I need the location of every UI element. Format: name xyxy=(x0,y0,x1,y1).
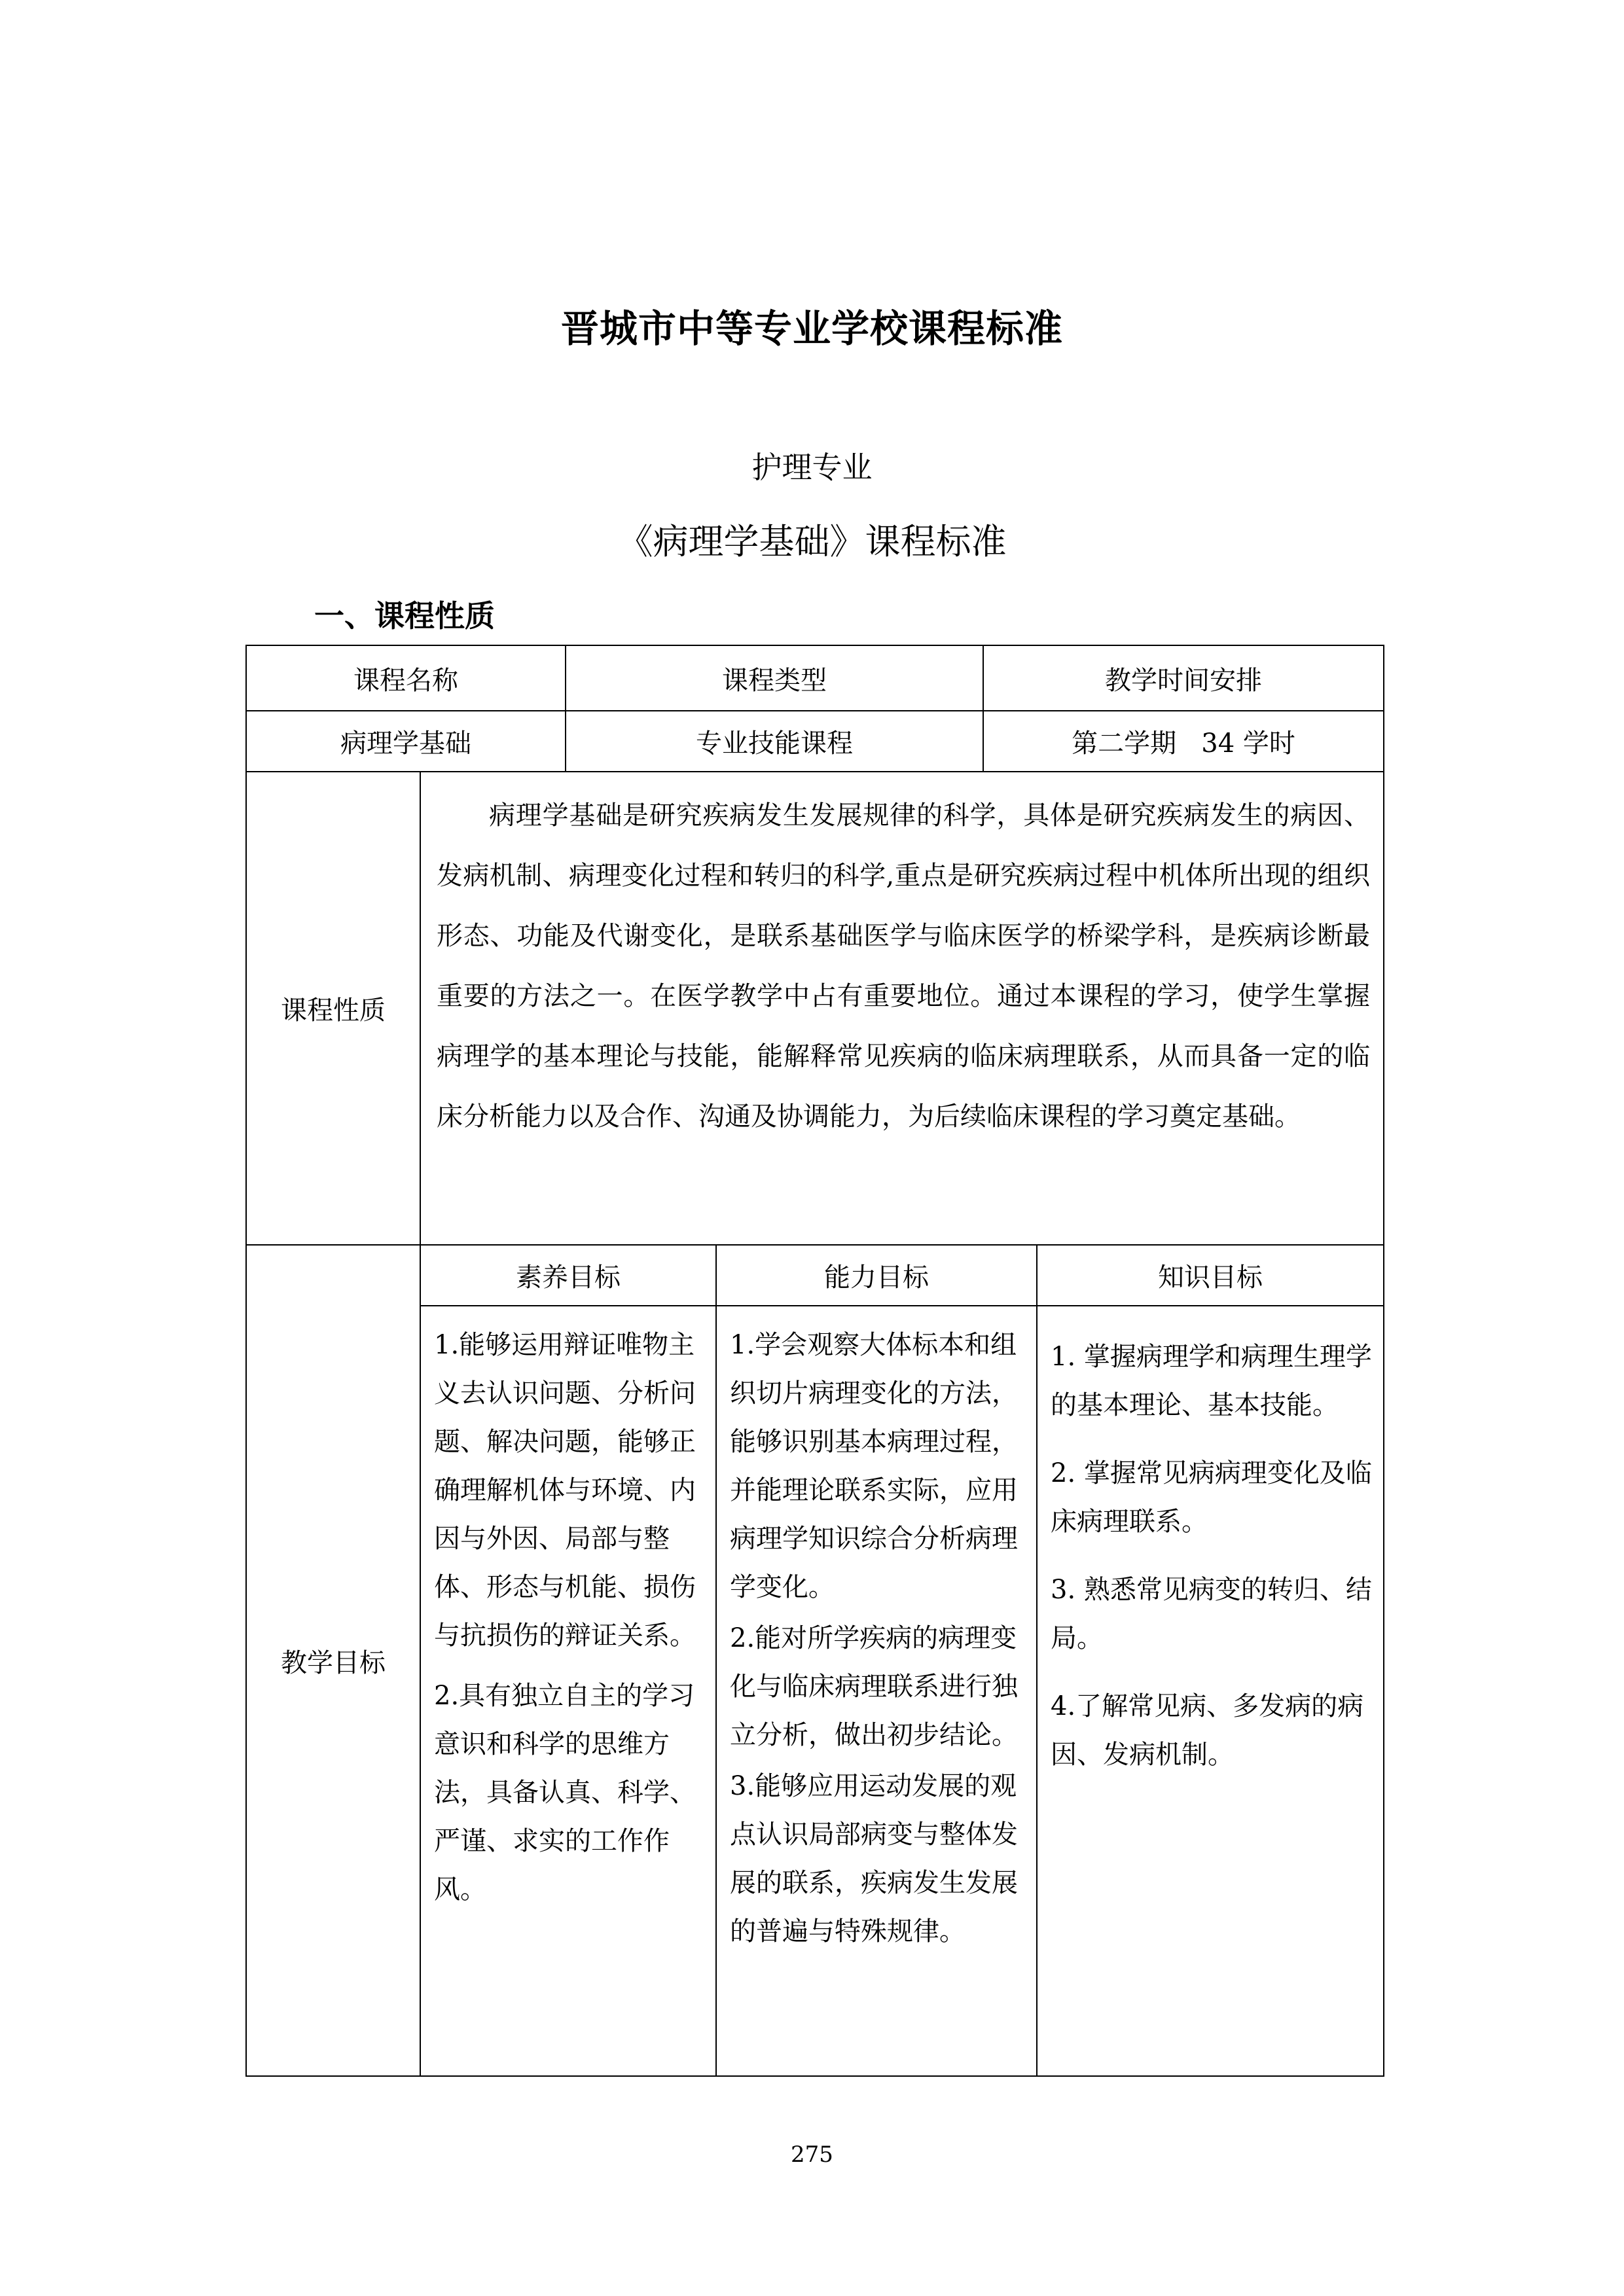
course-title: 《病理学基础》课程标准 xyxy=(617,521,1007,562)
nature-text: 病理学基础是研究疾病发生发展规律的科学，具体是研究疾病发生的病因、发病机制、病理变化过程和转归的科学,重点是研究疾病过程中机体所出现的组织形态、功能及代谢变化，是联系基础医学与临床医学的桥梁学科，是疾病诊断最重要的方法之一。在医学教学中占有重要地位。通过本课程的学习，使学生掌握病理学的基本理论与技能，能解释常见疾病的临床病理联系，从而具备一定的临床分析能力以及合作、沟通及协调能力，为后续临床课程的学习奠定基础。 xyxy=(437,800,1370,1132)
major-name: 护理专业 xyxy=(751,450,873,485)
header-schedule: 教学时间安排 xyxy=(984,646,1383,711)
header-course-type: 课程类型 xyxy=(566,646,984,711)
document-title: 晋城市中等专业学校课程标准 xyxy=(560,306,1063,351)
value-course-name: 病理学基础 xyxy=(247,711,566,772)
goal-header-literacy: 素养目标 xyxy=(421,1246,717,1306)
course-nature-table xyxy=(245,645,1384,2077)
goal-header-knowledge: 知识目标 xyxy=(1038,1246,1383,1306)
literacy-goal-1: 1.能够运用辩证唯物主义去认识问题、分析问题、解决问题，能够正确理解机体与环境、内因与外因、局部与整体、形态与机能、损伤与抗损伤的辩证关系。 xyxy=(434,1330,696,1651)
literacy-goal-2: 2.具有独立自主的学习意识和科学的思维方法，具备认真、科学、严谨、求实的工作作风。 xyxy=(434,1681,696,1905)
header-course-name: 课程名称 xyxy=(247,646,566,711)
knowledge-goal-2: 2. 掌握常见病病理变化及临床病理联系。 xyxy=(1051,1458,1372,1537)
ability-goal-3: 3.能够应用运动发展的观点认识局部病变与整体发展的联系，疾病发生发展的普遍与特殊规律。 xyxy=(730,1771,1018,1946)
goal-header-ability: 能力目标 xyxy=(717,1246,1038,1306)
ability-goal-2: 2.能对所学疾病的病理变化与临床病理联系进行独立分析，做出初步结论。 xyxy=(730,1623,1018,1750)
knowledge-goals xyxy=(1038,1306,1383,2075)
ability-goal-1: 1.学会观察大体标本和组织切片病理变化的方法，能够识别基本病理过程，并能理论联系实际，应用病理学知识综合分析病理学变化。 xyxy=(730,1330,1018,1602)
goals-label: 教学目标 xyxy=(247,1246,421,2075)
value-course-type: 专业技能课程 xyxy=(566,711,984,772)
nature-description xyxy=(421,772,1383,1246)
section-heading: 一、课程性质 xyxy=(314,598,495,634)
knowledge-goal-3: 3. 熟悉常见病变的转归、结局。 xyxy=(1051,1575,1372,1653)
page-number: 275 xyxy=(791,2142,833,2168)
nature-label: 课程性质 xyxy=(247,772,421,1246)
literacy-goals xyxy=(421,1306,717,2075)
knowledge-goal-4: 4.了解常见病、多发病的病因、发病机制。 xyxy=(1051,1691,1364,1770)
ability-goals xyxy=(717,1306,1038,2075)
knowledge-goal-1: 1. 掌握病理学和病理生理学的基本理论、基本技能。 xyxy=(1051,1342,1372,1420)
value-schedule: 第二学期 34 学时 xyxy=(984,711,1383,772)
